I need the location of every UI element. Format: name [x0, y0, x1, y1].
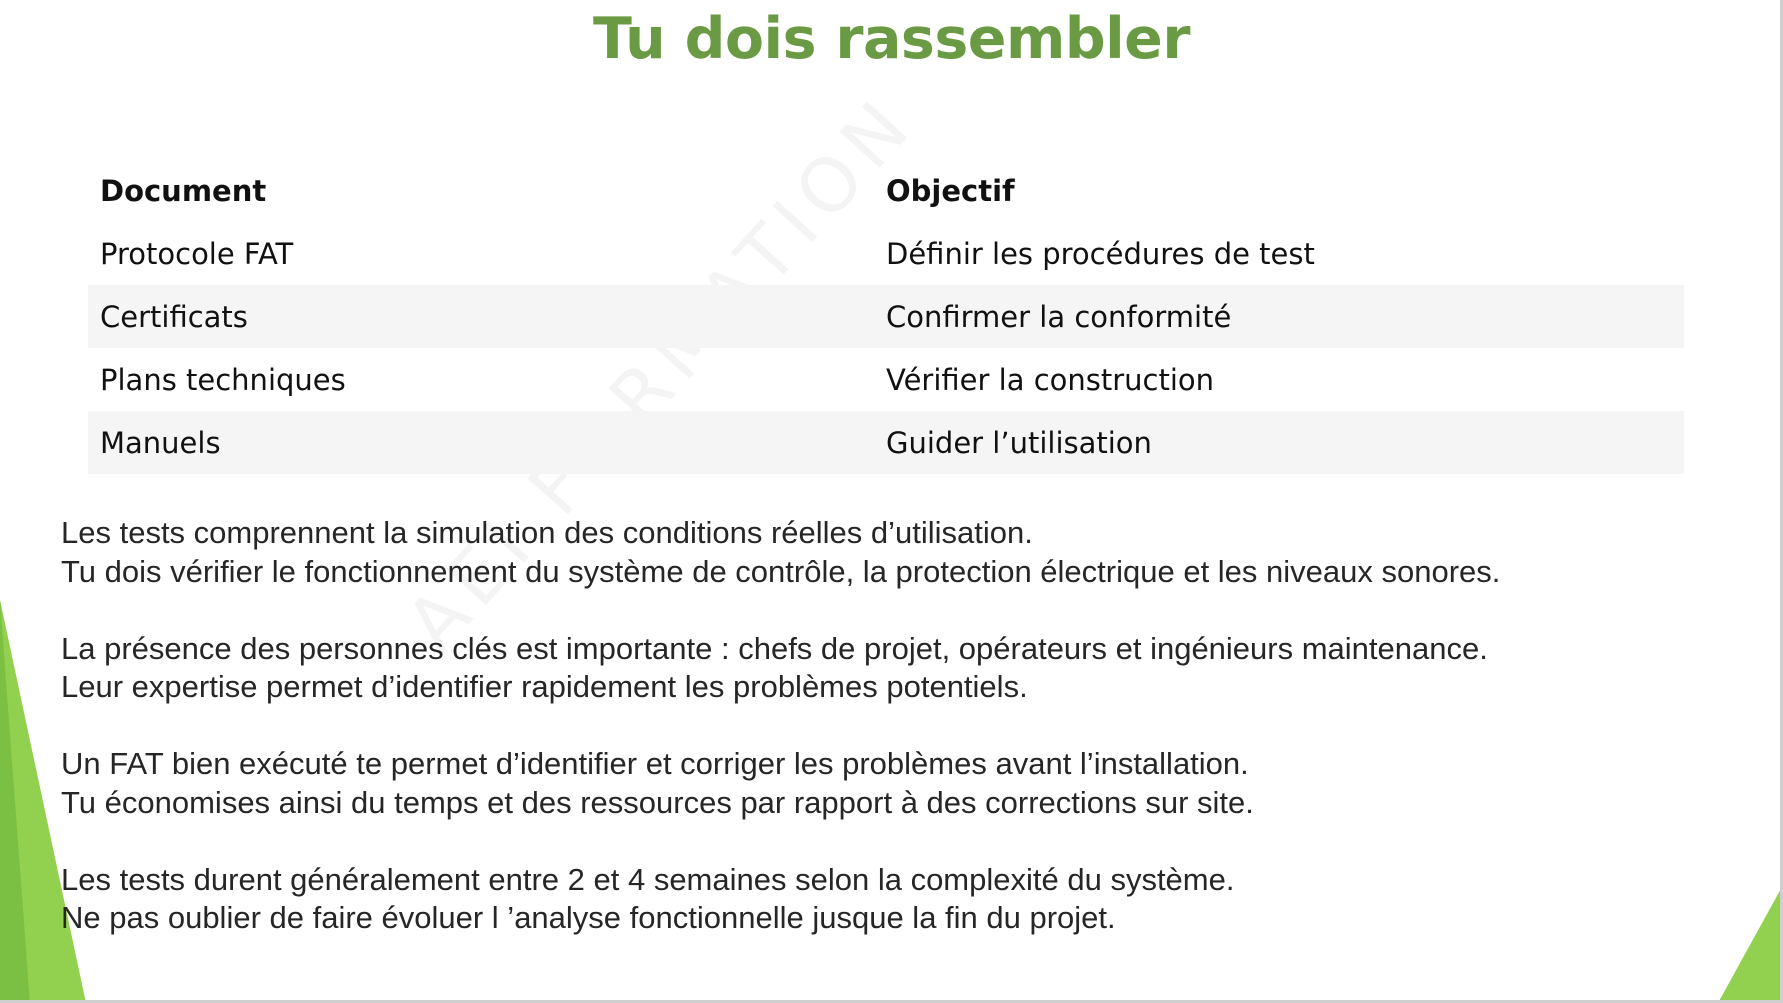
text-line: La présence des personnes clés est importante : chefs de projet, opérateurs et ingénieurs maintenance. [61, 630, 1488, 666]
text-line: Les tests durent généralement entre 2 et 4 semaines selon la complexité du système. [61, 861, 1235, 897]
text-line: Tu dois vérifier le fonctionnement du système de contrôle, la protection électrique et les niveaux sonores. [61, 553, 1501, 589]
table-row [88, 348, 1684, 411]
text-line: Leur expertise permet d’identifier rapidement les problèmes potentiels. [61, 669, 1028, 704]
table-cell-objectif: Vérifier la construction [886, 362, 1215, 397]
table-cell-document: Plans techniques [100, 362, 346, 397]
paragraph-fat-benefits [61, 745, 1711, 822]
text-line: Un FAT bien exécuté te permet d’identifier et corriger les problèmes avant l’installation. [61, 746, 1249, 781]
table-cell-document: Certificats [100, 299, 248, 334]
paragraph-test-duration [61, 861, 1711, 938]
header-objectif: Objectif [886, 173, 1015, 208]
table-cell-objectif: Définir les procédures de test [886, 236, 1315, 271]
paragraph-tests-simulation [61, 514, 1711, 591]
table-row [88, 222, 1684, 285]
slide-title: Tu dois rassembler [593, 6, 1190, 72]
text-line: Les tests comprennent la simulation des conditions réelles d’utilisation. [61, 515, 1033, 550]
header-document: Document [100, 173, 267, 208]
table-cell-objectif: Confirmer la conformité [886, 299, 1232, 334]
paragraph-key-people [61, 630, 1711, 707]
table-cell-document: Manuels [100, 425, 221, 460]
table-cell-objectif: Guider l’utilisation [886, 425, 1152, 460]
table-row [88, 411, 1684, 474]
text-line: Tu économises ainsi du temps et des ressources par rapport à des corrections sur site. [61, 784, 1254, 820]
body-text [61, 514, 1711, 938]
text-line: Ne pas oublier de faire évoluer l ’analyse fonctionnelle jusque la fin du projet. [61, 900, 1116, 935]
table-cell-document: Protocole FAT [100, 236, 294, 271]
table-header-row [88, 159, 1684, 222]
table-row [88, 285, 1684, 348]
documents-table [88, 159, 1684, 474]
